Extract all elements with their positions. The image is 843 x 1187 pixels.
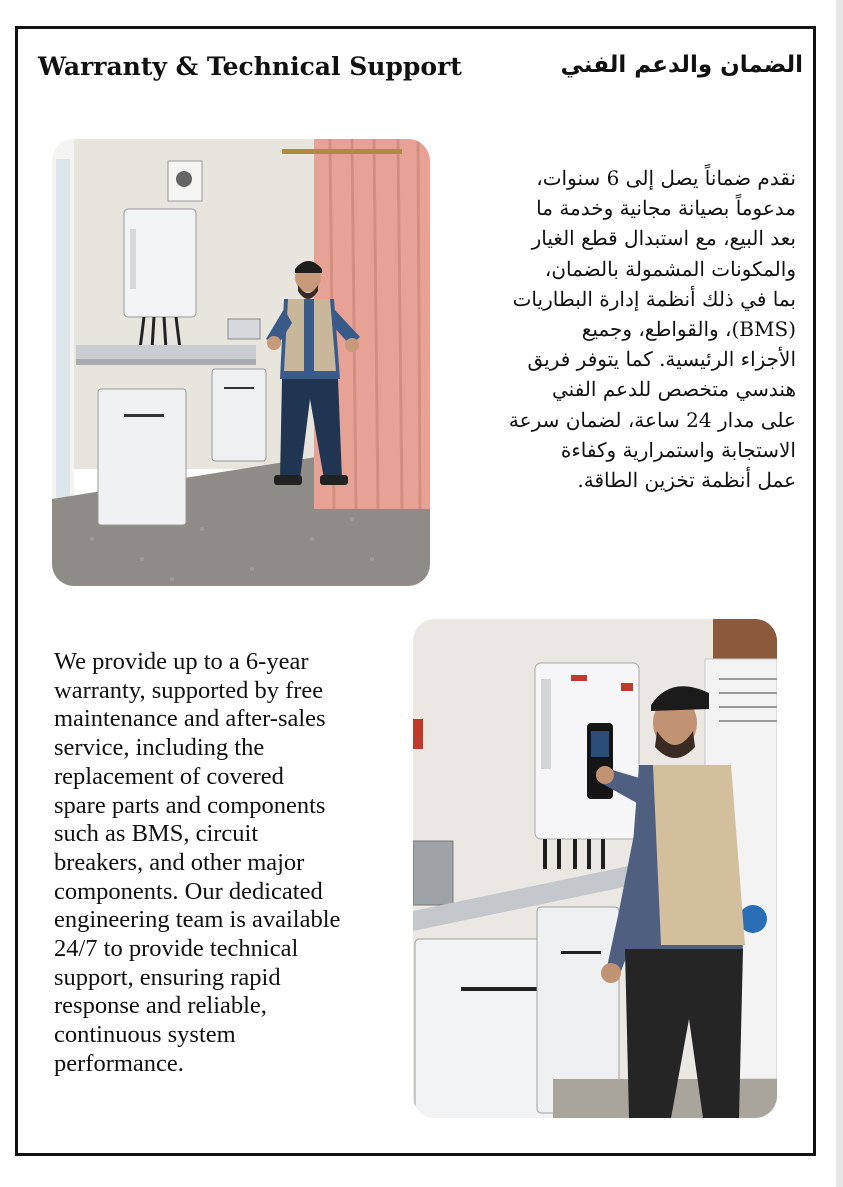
english-line: such as BMS, circuit bbox=[54, 820, 259, 848]
title-english: Warranty & Technical Support bbox=[38, 52, 462, 81]
english-line: breakers, and other major bbox=[54, 848, 305, 876]
arabic-line: هندسي متخصص للدعم الفني bbox=[551, 377, 796, 402]
arabic-line: (BMS)، والقواطع، وجميع bbox=[581, 317, 796, 342]
english-line: components. Our dedicated bbox=[54, 877, 323, 905]
technician-photo bbox=[413, 619, 777, 1118]
page-edge bbox=[836, 0, 843, 1187]
english-line: response and reliable, bbox=[54, 992, 267, 1020]
english-line: spare parts and components bbox=[54, 791, 326, 819]
english-line: performance. bbox=[54, 1049, 184, 1077]
arabic-line: مدعوماً بصيانة مجانية وخدمة ما bbox=[536, 196, 796, 221]
arabic-line: الاستجابة واستمرارية وكفاءة bbox=[560, 437, 796, 462]
english-line: service, including the bbox=[54, 734, 265, 762]
arabic-line: نقدم ضماناً يصل إلى 6 سنوات، bbox=[536, 166, 796, 190]
arabic-line: الأجزاء الرئيسية. كما يتوفر فريق bbox=[527, 347, 796, 372]
title-arabic: الضمان والدعم الفني bbox=[560, 52, 803, 78]
english-paragraph bbox=[54, 648, 394, 1079]
technician-photo-illustration bbox=[413, 619, 777, 1118]
arabic-line: بما في ذلك أنظمة إدارة البطاريات bbox=[512, 286, 796, 311]
arabic-paragraph bbox=[448, 163, 796, 495]
english-line: warranty, supported by free bbox=[54, 676, 324, 704]
english-line: 24/7 to provide technical bbox=[54, 935, 299, 963]
arabic-line: بعد البيع، مع استبدال قطع الغيار bbox=[531, 226, 796, 251]
english-line: continuous system bbox=[54, 1021, 236, 1049]
arabic-line: عمل أنظمة تخزين الطاقة. bbox=[577, 468, 796, 493]
arabic-line: على مدار 24 ساعة، لضمان سرعة bbox=[508, 407, 796, 432]
installation-photo bbox=[52, 139, 430, 586]
english-line: replacement of covered bbox=[54, 762, 284, 790]
english-line: engineering team is available bbox=[54, 906, 341, 934]
arabic-line: والمكونات المشمولة بالضمان، bbox=[544, 256, 796, 281]
english-line: support, ensuring rapid bbox=[54, 963, 281, 991]
english-line: maintenance and after-sales bbox=[54, 705, 326, 733]
installation-photo-illustration bbox=[52, 139, 430, 586]
english-line: We provide up to a 6-year bbox=[54, 648, 309, 675]
